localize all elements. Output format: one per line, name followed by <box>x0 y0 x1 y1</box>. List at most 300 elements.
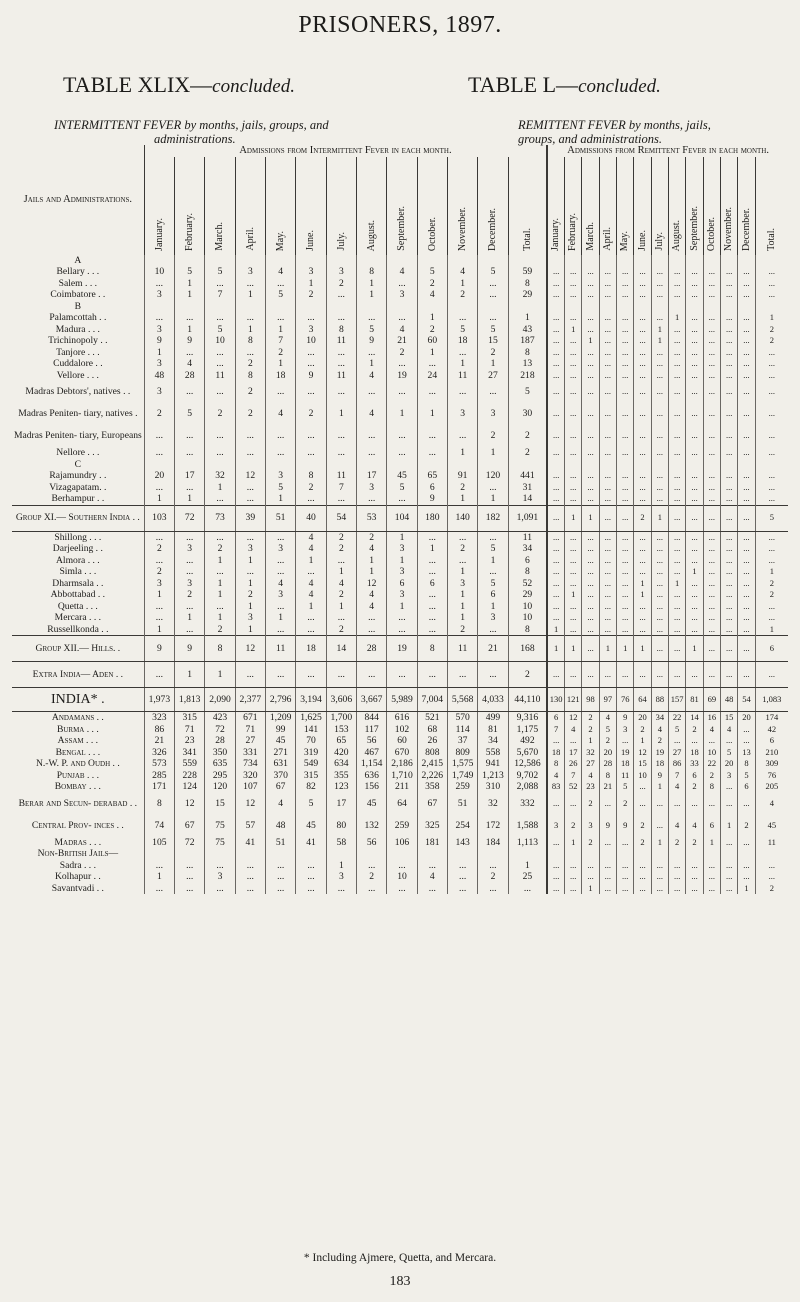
remittent-cell: 27 <box>669 747 686 759</box>
remittent-cell: ... <box>703 531 720 543</box>
remittent-cell: 2 <box>686 724 703 736</box>
intermittent-cell: ... <box>387 493 417 505</box>
intermittent-cell <box>144 848 174 860</box>
intermittent-cell: 2 <box>447 482 477 494</box>
remittent-cell: ... <box>634 612 651 624</box>
remittent-cell: ... <box>755 370 788 382</box>
intermittent-cell: ... <box>144 860 174 872</box>
intermittent-cell: 28 <box>175 370 205 382</box>
intermittent-month-header: April. <box>235 157 265 255</box>
remittent-month-header: February. <box>565 157 582 255</box>
intermittent-cell: ... <box>417 624 447 636</box>
remittent-cell: ... <box>686 555 703 567</box>
remittent-cell: ... <box>686 425 703 447</box>
remittent-cell: 15 <box>634 758 651 770</box>
intermittent-cell: 1 <box>417 403 447 425</box>
intermittent-cell: ... <box>266 381 296 403</box>
intermittent-cell: 18 <box>296 636 326 662</box>
intermittent-cell: 141 <box>296 724 326 736</box>
intermittent-cell: ... <box>175 312 205 324</box>
remittent-cell: ... <box>651 636 668 662</box>
remittent-cell: 20 <box>721 758 738 770</box>
remittent-cell: 18 <box>547 747 564 759</box>
remittent-cell <box>547 255 564 267</box>
intermittent-cell: 15 <box>478 335 508 347</box>
intermittent-cell: 467 <box>357 747 387 759</box>
intermittent-cell: 32 <box>205 470 235 482</box>
remittent-cell: ... <box>547 347 564 359</box>
remittent-cell: ... <box>686 612 703 624</box>
intermittent-cell: 70 <box>296 735 326 747</box>
table-row <box>12 612 788 624</box>
intermittent-cell: 2 <box>447 624 477 636</box>
remittent-cell: ... <box>599 589 616 601</box>
intermittent-cell: 521 <box>417 712 447 724</box>
intermittent-cell: 187 <box>508 335 547 347</box>
remittent-cell: 4 <box>703 724 720 736</box>
remittent-cell: 1 <box>634 636 651 662</box>
intermittent-cell: 3 <box>266 543 296 555</box>
intermittent-cell: 558 <box>478 747 508 759</box>
remittent-cell: 6 <box>738 781 755 793</box>
intermittent-cell: 4 <box>357 370 387 382</box>
intermittent-cell: 8 <box>144 793 174 815</box>
intermittent-cell <box>175 301 205 313</box>
intermittent-cell: ... <box>478 662 508 688</box>
remittent-cell: ... <box>755 871 788 883</box>
intermittent-cell: ... <box>175 381 205 403</box>
remittent-cell: ... <box>582 324 599 336</box>
intermittent-cell: ... <box>326 612 356 624</box>
intermittent-cell: 53 <box>357 505 387 531</box>
remittent-cell: ... <box>703 470 720 482</box>
row-name: Russellkonda . . <box>47 623 109 635</box>
intermittent-cell: ... <box>235 531 265 543</box>
intermittent-cell <box>235 255 265 267</box>
intermittent-cell: 559 <box>175 758 205 770</box>
intermittent-cell: ... <box>508 883 547 895</box>
intermittent-cell: 72 <box>175 837 205 849</box>
remittent-cell: ... <box>634 312 651 324</box>
intermittent-cell: 4 <box>357 403 387 425</box>
intermittent-cell: ... <box>447 312 477 324</box>
remittent-cell: ... <box>651 883 668 895</box>
remittent-cell: 2 <box>651 735 668 747</box>
remittent-cell: 1 <box>582 505 599 531</box>
remittent-cell: ... <box>565 425 582 447</box>
intermittent-cell: ... <box>144 531 174 543</box>
remittent-cell: 1 <box>582 335 599 347</box>
intermittent-cell: 254 <box>447 815 477 837</box>
remittent-cell: ... <box>547 793 564 815</box>
intermittent-cell: 1 <box>144 347 174 359</box>
table-row <box>12 505 788 531</box>
intermittent-cell: 315 <box>175 712 205 724</box>
intermittent-cell: 671 <box>235 712 265 724</box>
remittent-cell: 9 <box>617 712 634 724</box>
remittent-cell: ... <box>686 543 703 555</box>
remittent-cell: ... <box>721 735 738 747</box>
intermittent-cell: 6 <box>478 589 508 601</box>
remittent-cell: 5 <box>738 770 755 782</box>
remittent-cell: ... <box>738 636 755 662</box>
intermittent-cell: 3 <box>296 266 326 278</box>
table-row <box>12 459 788 471</box>
row-name: Berhampur . . <box>51 493 105 504</box>
intermittent-cell: 1 <box>144 589 174 601</box>
intermittent-cell <box>357 301 387 313</box>
intermittent-cell: 1 <box>357 555 387 567</box>
remittent-cell: ... <box>738 589 755 601</box>
remittent-cell <box>565 459 582 471</box>
intermittent-cell: 2 <box>326 278 356 290</box>
table-row <box>12 758 788 770</box>
remittent-cell: ... <box>651 601 668 613</box>
remittent-cell: 5 <box>669 724 686 736</box>
intermittent-cell: ... <box>478 624 508 636</box>
intermittent-cell: 8 <box>508 347 547 359</box>
remittent-cell: ... <box>686 278 703 290</box>
remittent-month-header: Total. <box>755 157 788 255</box>
table-row <box>12 724 788 736</box>
remittent-cell: 3 <box>617 724 634 736</box>
remittent-cell: ... <box>651 531 668 543</box>
intermittent-cell: ... <box>417 662 447 688</box>
intermittent-cell: 8 <box>296 470 326 482</box>
intermittent-cell: ... <box>175 624 205 636</box>
intermittent-cell: ... <box>175 860 205 872</box>
intermittent-cell: 10 <box>387 871 417 883</box>
table-row <box>12 266 788 278</box>
remittent-cell: ... <box>617 493 634 505</box>
remittent-cell <box>703 848 720 860</box>
intermittent-cell: ... <box>417 555 447 567</box>
remittent-cell: 9 <box>599 815 616 837</box>
row-name: Vellore . . . <box>56 369 99 381</box>
intermittent-cell <box>266 255 296 267</box>
table-row <box>12 531 788 543</box>
intermittent-cell: 2 <box>144 566 174 578</box>
row-name: Andamans . . <box>51 712 104 723</box>
intermittent-cell <box>357 255 387 267</box>
intermittent-cell: 332 <box>508 793 547 815</box>
intermittent-cell: 3,194 <box>296 688 326 712</box>
intermittent-cell <box>175 255 205 267</box>
intermittent-cell: ... <box>417 860 447 872</box>
remittent-cell: 205 <box>755 781 788 793</box>
remittent-cell: ... <box>599 566 616 578</box>
intermittent-cell: ... <box>357 612 387 624</box>
intermittent-cell: 114 <box>447 724 477 736</box>
intermittent-cell <box>508 301 547 313</box>
intermittent-cell: 4 <box>266 793 296 815</box>
intermittent-cell: 21 <box>387 335 417 347</box>
row-name: Quetta . . . <box>57 600 98 612</box>
intermittent-cell: 1,625 <box>296 712 326 724</box>
intermittent-cell: 2 <box>417 324 447 336</box>
intermittent-cell: 4 <box>296 578 326 590</box>
intermittent-cell: 1 <box>296 555 326 567</box>
intermittent-cell: 86 <box>144 724 174 736</box>
intermittent-cell: ... <box>326 289 356 301</box>
remittent-cell: ... <box>547 871 564 883</box>
table-body <box>12 255 788 895</box>
intermittent-cell: 1 <box>296 601 326 613</box>
intermittent-cell: 3 <box>175 578 205 590</box>
intermittent-cell: 218 <box>508 370 547 382</box>
intermittent-cell: 1 <box>266 493 296 505</box>
intermittent-cell: ... <box>478 278 508 290</box>
intermittent-cell: 5,568 <box>447 688 477 712</box>
intermittent-cell: 341 <box>175 747 205 759</box>
remittent-cell: 97 <box>599 688 616 712</box>
intermittent-cell: 326 <box>144 747 174 759</box>
intermittent-cell: 9,316 <box>508 712 547 724</box>
intermittent-cell: 4 <box>447 266 477 278</box>
intermittent-cell: 1 <box>387 601 417 613</box>
remittent-cell <box>634 848 651 860</box>
intermittent-cell: 107 <box>235 781 265 793</box>
intermittent-cell: 3 <box>478 612 508 624</box>
intermittent-cell: ... <box>447 555 477 567</box>
intermittent-cell: 11 <box>326 335 356 347</box>
remittent-cell: ... <box>703 358 720 370</box>
remittent-cell: 5 <box>599 724 616 736</box>
intermittent-cell: 11 <box>326 370 356 382</box>
intermittent-cell <box>296 301 326 313</box>
intermittent-cell: 72 <box>205 724 235 736</box>
remittent-cell: ... <box>651 871 668 883</box>
remittent-cell: ... <box>617 425 634 447</box>
remittent-cell: ... <box>651 589 668 601</box>
intermittent-cell: ... <box>205 883 235 895</box>
remittent-cell: ... <box>703 543 720 555</box>
remittent-cell: ... <box>738 289 755 301</box>
row-name: Vizagapatam. . <box>49 481 107 493</box>
table-row <box>12 381 788 403</box>
intermittent-cell: 10 <box>508 612 547 624</box>
remittent-cell: 4 <box>565 724 582 736</box>
remittent-cell: ... <box>703 335 720 347</box>
intermittent-cell: 13 <box>508 358 547 370</box>
remittent-cell: 9 <box>651 770 668 782</box>
remittent-cell: ... <box>703 493 720 505</box>
intermittent-cell: ... <box>235 871 265 883</box>
remittent-cell: ... <box>634 266 651 278</box>
remittent-cell: ... <box>617 358 634 370</box>
remittent-cell <box>686 459 703 471</box>
intermittent-cell: ... <box>205 425 235 447</box>
remittent-cell: ... <box>738 531 755 543</box>
remittent-cell: ... <box>686 447 703 459</box>
intermittent-cell: ... <box>447 425 477 447</box>
intermittent-cell: ... <box>235 860 265 872</box>
intermittent-cell: 102 <box>387 724 417 736</box>
remittent-cell: 12 <box>634 747 651 759</box>
remittent-cell: ... <box>686 589 703 601</box>
intermittent-cell: 2 <box>205 403 235 425</box>
remittent-cell: ... <box>703 278 720 290</box>
remittent-cell: ... <box>634 425 651 447</box>
intermittent-cell: 2 <box>478 425 508 447</box>
intermittent-cell: ... <box>326 883 356 895</box>
remittent-cell: ... <box>755 543 788 555</box>
intermittent-cell: 5,670 <box>508 747 547 759</box>
remittent-cell: ... <box>565 860 582 872</box>
intermittent-cell: ... <box>296 612 326 624</box>
intermittent-cell: 1 <box>205 589 235 601</box>
remittent-cell: ... <box>721 493 738 505</box>
remittent-cell: ... <box>634 381 651 403</box>
table-row <box>12 255 788 267</box>
intermittent-cell: ... <box>296 425 326 447</box>
remittent-cell: ... <box>703 324 720 336</box>
intermittent-cell: 91 <box>447 470 477 482</box>
intermittent-cell: 1,749 <box>447 770 477 782</box>
intermittent-cell: 8 <box>326 324 356 336</box>
remittent-cell: ... <box>634 335 651 347</box>
remittent-cell: 1,083 <box>755 688 788 712</box>
remittent-cell: ... <box>582 566 599 578</box>
intermittent-cell: 73 <box>205 505 235 531</box>
intermittent-cell: 635 <box>205 758 235 770</box>
remittent-cell: ... <box>721 793 738 815</box>
intermittent-cell: 1 <box>447 589 477 601</box>
intermittent-cell: ... <box>175 555 205 567</box>
intermittent-cell: 1 <box>447 566 477 578</box>
remittent-cell: ... <box>547 482 564 494</box>
remittent-cell: ... <box>686 860 703 872</box>
intermittent-cell: ... <box>447 347 477 359</box>
intermittent-cell: 5 <box>417 266 447 278</box>
row-name: Kolhapur . . <box>54 871 101 882</box>
intermittent-cell <box>417 848 447 860</box>
remittent-cell: ... <box>651 470 668 482</box>
intermittent-month-header: Total. <box>508 157 547 255</box>
intermittent-cell: ... <box>357 493 387 505</box>
table-row <box>12 555 788 567</box>
intermittent-cell: 1 <box>326 860 356 872</box>
intermittent-cell: ... <box>205 566 235 578</box>
intermittent-cell: 19 <box>387 370 417 382</box>
remittent-cell: ... <box>634 531 651 543</box>
remittent-cell: ... <box>565 566 582 578</box>
intermittent-cell: ... <box>478 482 508 494</box>
intermittent-cell: 2 <box>326 624 356 636</box>
remittent-cell: ... <box>582 470 599 482</box>
intermittent-cell: 3 <box>357 482 387 494</box>
intermittent-cell: 153 <box>326 724 356 736</box>
remittent-cell <box>738 459 755 471</box>
remittent-cell: 6 <box>547 712 564 724</box>
intermittent-cell: 52 <box>508 578 547 590</box>
remittent-cell: 130 <box>547 688 564 712</box>
intermittent-cell: 9 <box>296 370 326 382</box>
remittent-cell: ... <box>738 482 755 494</box>
remittent-cell: ... <box>703 871 720 883</box>
remittent-cell: ... <box>738 324 755 336</box>
remittent-cell <box>547 301 564 313</box>
intermittent-cell <box>296 459 326 471</box>
remittent-cell: ... <box>565 531 582 543</box>
intermittent-cell: ... <box>387 358 417 370</box>
remittent-cell <box>669 301 686 313</box>
remittent-cell: 121 <box>565 688 582 712</box>
intermittent-cell: 1 <box>205 578 235 590</box>
remittent-cell <box>582 459 599 471</box>
intermittent-cell: ... <box>326 358 356 370</box>
row-name: INDIA* . <box>12 688 144 712</box>
intermittent-cell: 2 <box>144 543 174 555</box>
remittent-cell: 10 <box>634 770 651 782</box>
intermittent-cell: 1 <box>387 403 417 425</box>
remittent-cell: ... <box>565 289 582 301</box>
remittent-cell: ... <box>634 860 651 872</box>
remittent-cell: ... <box>686 505 703 531</box>
remittent-cell: 309 <box>755 758 788 770</box>
remittent-cell: ... <box>634 781 651 793</box>
remittent-cell: ... <box>738 358 755 370</box>
intermittent-cell: ... <box>387 883 417 895</box>
remittent-cell: 20 <box>634 712 651 724</box>
remittent-cell: ... <box>617 566 634 578</box>
remittent-cell: ... <box>599 662 616 688</box>
remittent-cell: ... <box>669 543 686 555</box>
remittent-cell: ... <box>565 624 582 636</box>
intermittent-cell: ... <box>387 612 417 624</box>
remittent-cell: 4 <box>582 770 599 782</box>
remittent-cell: ... <box>755 601 788 613</box>
remittent-cell: ... <box>617 871 634 883</box>
intermittent-cell: 1 <box>144 624 174 636</box>
row-name: Berar and Secun- derabad . . <box>18 797 138 809</box>
intermittent-cell <box>205 255 235 267</box>
remittent-cell <box>686 301 703 313</box>
remittent-cell: ... <box>582 543 599 555</box>
table-row <box>12 470 788 482</box>
remittent-cell: ... <box>582 555 599 567</box>
intermittent-cell: 120 <box>205 781 235 793</box>
intermittent-cell: 1 <box>266 324 296 336</box>
remittent-cell: ... <box>651 482 668 494</box>
row-name: Bellary . . . <box>56 266 100 277</box>
intermittent-cell: 3 <box>144 324 174 336</box>
remittent-cell: ... <box>599 601 616 613</box>
intermittent-cell: 8 <box>508 566 547 578</box>
remittent-cell: 1 <box>582 883 599 895</box>
remittent-cell: ... <box>721 447 738 459</box>
remittent-cell <box>703 255 720 267</box>
running-title: PRISONERS, 1897. <box>298 12 502 38</box>
intermittent-cell: 41 <box>235 837 265 849</box>
remittent-cell: ... <box>547 447 564 459</box>
remittent-cell: ... <box>617 883 634 895</box>
remittent-cell: ... <box>669 289 686 301</box>
remittent-cell: ... <box>547 335 564 347</box>
remittent-cell: ... <box>565 381 582 403</box>
intermittent-cell: ... <box>144 662 174 688</box>
remittent-cell: ... <box>547 566 564 578</box>
remittent-cell: ... <box>738 403 755 425</box>
intermittent-cell: 5 <box>447 324 477 336</box>
intermittent-cell: 2 <box>326 531 356 543</box>
remittent-cell: ... <box>738 447 755 459</box>
intermittent-cell: ... <box>266 531 296 543</box>
remittent-cell <box>565 848 582 860</box>
remittent-cell: ... <box>721 781 738 793</box>
remittent-cell: 4 <box>669 815 686 837</box>
remittent-cell: 2 <box>582 724 599 736</box>
